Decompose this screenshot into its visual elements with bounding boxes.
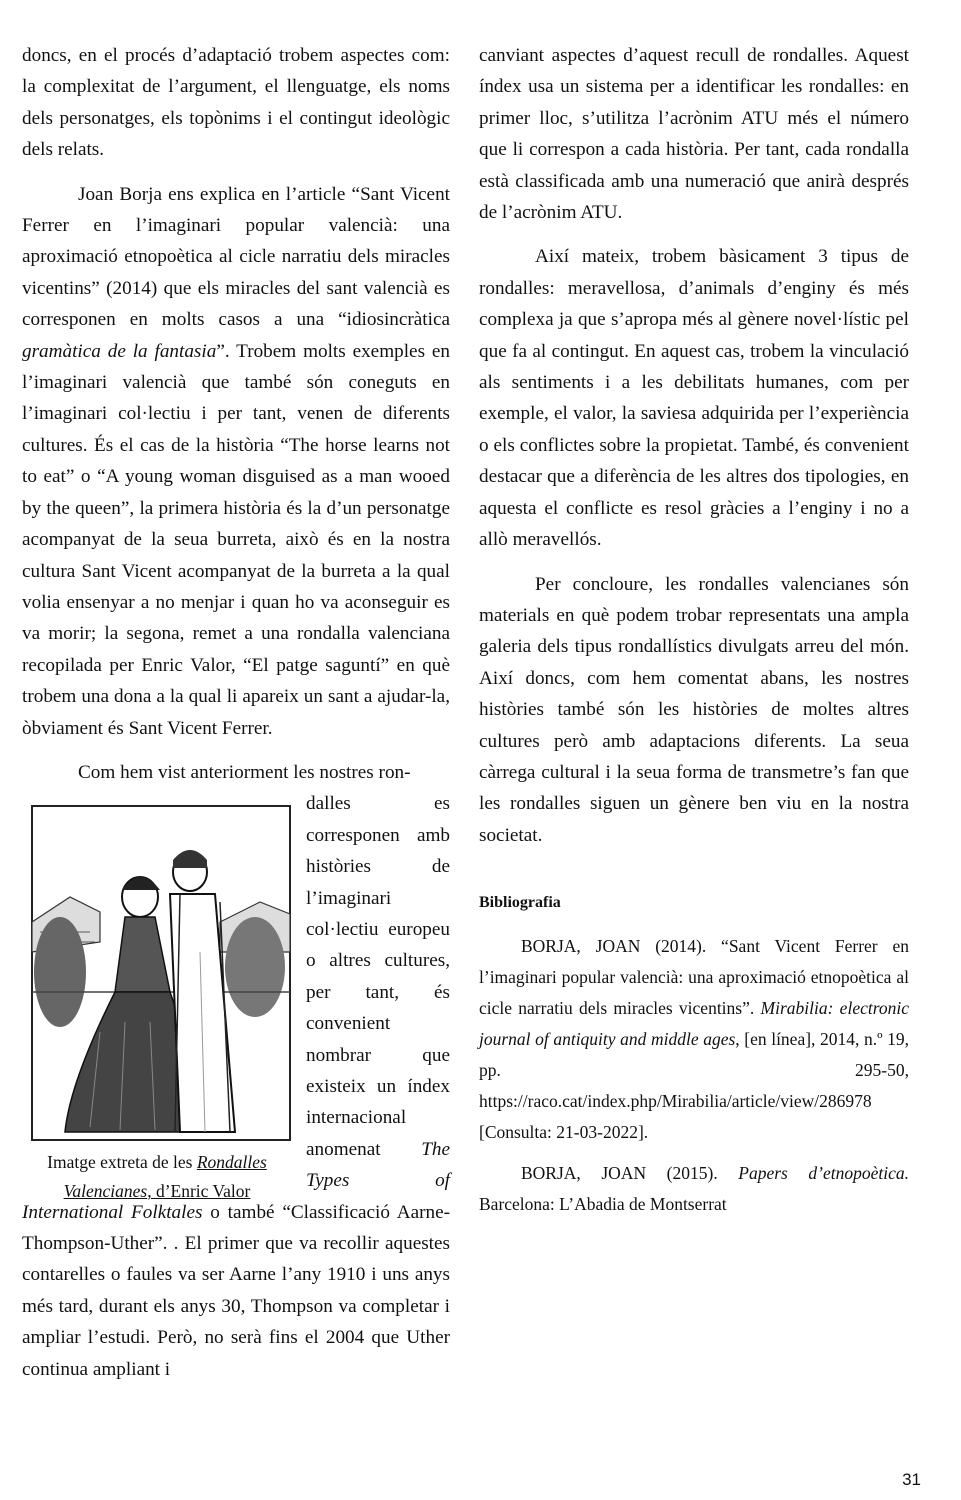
illustration-figure — [22, 788, 298, 1202]
page-number: 31 — [902, 1470, 921, 1489]
right-column — [479, 40, 909, 1220]
bibliography-heading: Bibliografia — [479, 894, 561, 912]
paragraph: Per concloure, les rondalles valencianes són materials en què podem trobar representats una ampla galeria dels tipus rondallístics divulgats arreu del món. Així doncs, com hem comentat abans, les nostres històries també són les històries de moltes altres cultures però amb adaptacions diferents. La seua càrrega cultural i la seua forma de transmetre’s fan que les rondalles siguen un gènere ben viu en la nostra societat. — [479, 573, 909, 846]
paragraph-first-line: Com hem vist anteriorment les nostres ron- — [78, 761, 411, 783]
figure-wrap — [22, 788, 450, 1385]
figure-caption: Imatge extreta de les Rondalles Valencianes, d’Enric Valor — [47, 1152, 267, 1202]
bibliography-entry: BORJA, JOAN (2015). Papers d’etnopoètica. Barcelona: L’Abadia de Montserrat — [479, 1163, 910, 1215]
bibliography-entry: BORJA, JOAN (2014). “Sant Vicent Ferrer en l’imaginari popular valencià: una aproximació etnopoètica al cicle narratiu dels miracles vicentins”. Mirabilia: electronic journal of antiquity and middle ages, [en línea], 2014, n.º 19, pp. 295-50, https://raco.cat/index.php/Mirabilia/article/view/286978 [Consulta: 21-03-2022]. — [479, 936, 910, 1143]
paragraph: canviant aspectes d’aquest recull de rondalles. Aquest índex usa un sistema per a identificar les rondalles: en primer lloc, s’utilitza l’acrònim ATU més el número que li correspon a cada història. Per tant, cada rondalla està classificada amb una numeració que anirà després de l’acrònim ATU. — [479, 45, 909, 224]
paragraph: Joan Borja ens explica en l’article “Sant Vicent Ferrer en l’imaginari popular valencià: una aproximació etnopoètica al cicle narratiu dels miracles vicentins” (2014) que els miracles del sant valencià es corresponen en molts casos a una “idiosincràtica gramàtica de la fantasia”. Trobem molts exemples en l’imaginari valencià que també són coneguts en l’imaginari col·lectiu i per tant, venen de diferents cultures. És el cas de la història “The horse learns not to eat” o “A young woman disguised as a man wooed by the queen”, la primera història és la d’un personatge acompanyat de la seua burreta, això és en la nostra cultura Sant Vicent acompanyat de la burreta a la qual volia ensenyar a no menjar i quan ho va aconseguir es va morir; la segona, remet a una rondalla valenciana recopilada per Enric Valor, “El patge saguntí” en què trobem una dona a la qual li apareix un sant a ajudar-la, òbviament és Sant Vicent Ferrer. — [22, 183, 451, 739]
paragraph-wrapped: dalles es corresponen amb històries de l’imaginari col·lectiu europeu o altres cultures, per tant, és convenient nombrar que existeix un índex internacional anomenat The Types of International Folktales o també “Classificació Aarne-Thompson-Uther”. . El primer que va recollir aquestes contarelles o faules va ser Aarne l’any 1910 i uns anys més tard, durant els anys 30, Thompson va completar i ampliar l’estudi. Però, no serà fins el 2004 que Uther continua ampliant i — [22, 793, 450, 1380]
illustration-image — [30, 802, 292, 1142]
paragraph: doncs, en el procés d’adaptació trobem aspectes com: la complexitat de l’argument, el llenguatge, els noms dels personatges, els topònims i el contingut ideològic dels relats. — [22, 45, 450, 161]
paragraph: Així mateix, trobem bàsicament 3 tipus de rondalles: meravellosa, d’animals d’enginy és més complexa ja que s’apropa més al gènere novel·lístic pel que fa al contingut. En aquest cas, trobem la vinculació als sentiments i a les debilitats humanes, com per exemple, el valor, la saviesa adquirida per l’experiència o els conflictes sobre la propietat. També, és convenient destacar que a diferència de les altres dos tipologies, en aquesta el conflicte es resol gràcies a l’enginy i no a allò meravellós. — [479, 246, 909, 551]
left-column — [22, 40, 450, 1385]
